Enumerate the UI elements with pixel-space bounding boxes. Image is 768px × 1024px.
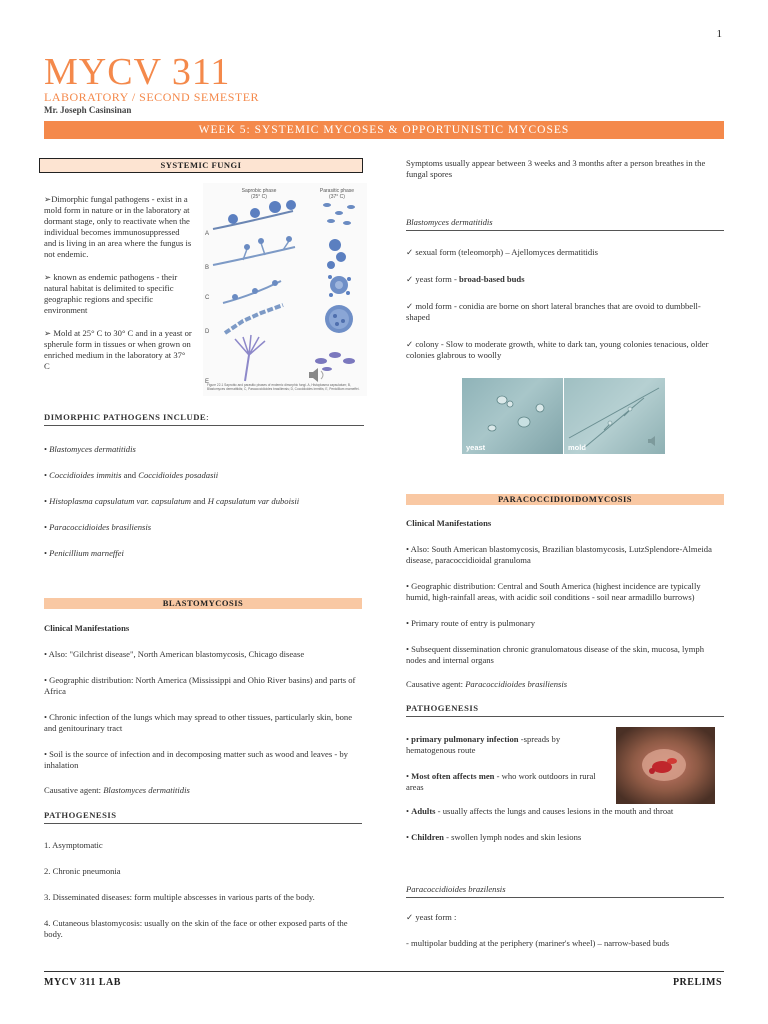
parasitic-label: Parasitic phase [319,188,355,194]
clinical-heading: Clinical Manifestations [44,623,130,633]
dimorphic-section [44,412,364,559]
row-b-drawing [213,236,346,269]
patho-point: • Children - swollen lymph nodes and skin lesions [406,832,582,842]
row-letter: B [205,265,210,271]
footer-left: MYCV 311 LAB [44,977,121,988]
blastomycosis-heading: BLASTOMYCOSIS [44,598,362,609]
systemic-fungi-heading: SYSTEMIC FUNGI [39,158,363,173]
dimorphic-heading-text: DIMORPHIC PATHOGENS INCLUDE [44,412,207,422]
causative-agent: Causative agent: Blastomyces dermatitidis [44,785,190,795]
brazi-feature: - multipolar budding at the periphery (mariner's wheel) – narrow-based buds [406,938,670,948]
symptoms-text: Symptoms usually appear between 3 weeks and 3 months after a person breathes in the fungal spores [406,158,706,179]
patho-point: 4. Cutaneous blastomycosis: usually on the skin of the face or other exposed parts of the body. [44,918,348,939]
saprobic-label: Saprobic phase [241,188,277,194]
row-letter: E [205,379,210,385]
row-letter: A [205,231,210,237]
dimorphic-heading [44,412,364,426]
patho-point: 2. Chronic pneumonia [44,866,121,876]
yeast-label: yeast [466,443,486,452]
speaker-icon [648,436,655,446]
blastomyces-heading: Blastomyces dermatitidis [406,217,724,231]
patho-point: 3. Disseminated diseases: form multiple abscesses in various parts of the body. [44,892,315,902]
list-item: • Histoplasma capsulatum var. capsulatum and H capsulatum var duboisii [44,496,300,506]
blasto-point: • Geographic distribution: North America (Mississippi and Ohio River basins) and parts of Africa [44,675,356,696]
blasto-feature: ✓ colony - Slow to moderate growth, white to dark tan, young colonies tenacious, older colonies glabrous to woolly [406,339,709,360]
para-point: • Primary route of entry is pulmonary [406,618,536,628]
mold-micrograph [564,378,665,454]
pathogenesis-heading: PATHOGENESIS [44,810,362,824]
figure-caption: Figure 22-1 Saprobic and parasitic phases of endemic dimorphic fungi. A, Histoplasma capsulatum; B, Blastomyces dermatitidis; C, Paracoccidioides brasiliensis; D, Coccidioides immitis; E, Penicillium marneffei. [207,383,360,391]
blasto-point: • Chronic infection of the lungs which may spread to other tissues, particularly skin, bone and genitourinary tract [44,712,353,733]
blasto-feature: ✓ sexual form (teleomorph) – Ajellomyces dermatitidis [406,247,598,257]
dimorphic-phases-figure [203,183,367,396]
patho-point: • Adults - usually affects the lungs and causes lesions in the mouth and throat [406,806,674,816]
parasitic-temp: (37° C) [329,194,345,200]
yeast-micrograph [462,378,563,454]
blastomycosis-section [44,623,362,940]
blasto-point: • Also: "Gilchrist disease", North American blastomycosis, Chicago disease [44,649,305,659]
instructor-name: Mr. Joseph Casinsinan [44,105,132,115]
week-banner [44,121,724,139]
week-title: SYSTEMIC MYCOSES & OPPORTUNISTIC MYCOSES [254,124,570,136]
patho-point: • Most often affects men - who work outdoors in rural areas [406,771,596,792]
clinical-heading: Clinical Manifestations [406,518,492,528]
para-point: • Geographic distribution: Central and South America (highest incidence are typically humid, high-rainfall areas, with acidic soil conditions - soil near armadillo burrows) [406,581,701,602]
footer-rule [44,971,724,972]
week-prefix: WEEK 5: [198,124,251,136]
blasto-feature: ✓ yeast form - broad-based buds [406,274,525,284]
footer-right: PRELIMS [672,977,722,988]
row-c-drawing [223,275,351,303]
skin-lesion-photo [616,727,715,804]
page-number: 1 [716,28,722,40]
list-item: • Blastomyces dermatitidis [44,444,136,454]
systemic-point: ➢Dimorphic fungal pathogens - exist in a mold form in nature or in the laboratory at dormant stage, only to reactivate when the individual becomes immunosuppressed and is living in an area where the fungus is not endemic. [44,194,192,259]
list-item: • Paracoccidioides brasiliensis [44,522,152,532]
para-patho-points [406,734,606,793]
list-item: • Coccidioides immitis and Coccidioides posadasii [44,470,219,480]
brazilensis-heading: Paracoccidioides brazilensis [406,884,724,898]
para-section [406,518,724,717]
course-title: MYCV 311 [44,51,231,93]
systemic-point: ➢ Mold at 25° C to 30° C and in a yeast or spherule form in tissues or when grown on enriched medium in the laboratory at 37° C [44,328,192,371]
pathogenesis-heading: PATHOGENESIS [406,703,724,717]
blasto-point: • Soil is the source of infection and in decomposing matter such as wood and leaves - by inhalation [44,749,348,770]
row-letter: C [205,295,210,301]
para-point: • Subsequent dissemination chronic granulomatous disease of the skin, mucosa, lymph nodes and internal organs [406,644,705,665]
patho-point: 1. Asymptomatic [44,840,103,850]
para-patho-points-2 [406,806,724,843]
row-e-drawing [235,335,355,381]
mold-label: mold [568,443,586,452]
row-d-drawing [225,305,353,333]
causative-agent: Causative agent: Paracoccidioides brasiliensis [406,679,568,689]
right-top-section [406,158,724,361]
brazi-section [406,884,724,949]
systemic-point: ➢ known as endemic pathogens - their natural habitat is delimited to specific geographic regions and specific environment [44,272,178,315]
dimorphic-heading-colon: : [206,412,210,422]
paracoccidioidomycosis-heading: PARACOCCIDIOIDOMYCOSIS [406,494,724,505]
patho-point: • primary pulmonary infection -spreads by hematogenous route [406,734,561,755]
systemic-points [44,194,192,372]
course-subtitle: LABORATORY / SECOND SEMESTER [44,90,260,104]
row-a-drawing [213,200,355,229]
blasto-feature: ✓ mold form - conidia are borne on short lateral branches that are ovoid to dumbbell-shaped [406,301,701,322]
row-letter: D [205,329,210,335]
saprobic-temp: (25° C) [251,194,267,200]
para-point: • Also: South American blastomycosis, Brazilian blastomycosis, LutzSplendore-Almeida disease, paracoccidioidal granuloma [406,544,712,565]
brazi-feature: ✓ yeast form : [406,912,457,922]
speaker-icon [309,368,323,382]
list-item: • Penicillium marneffei [44,548,124,558]
